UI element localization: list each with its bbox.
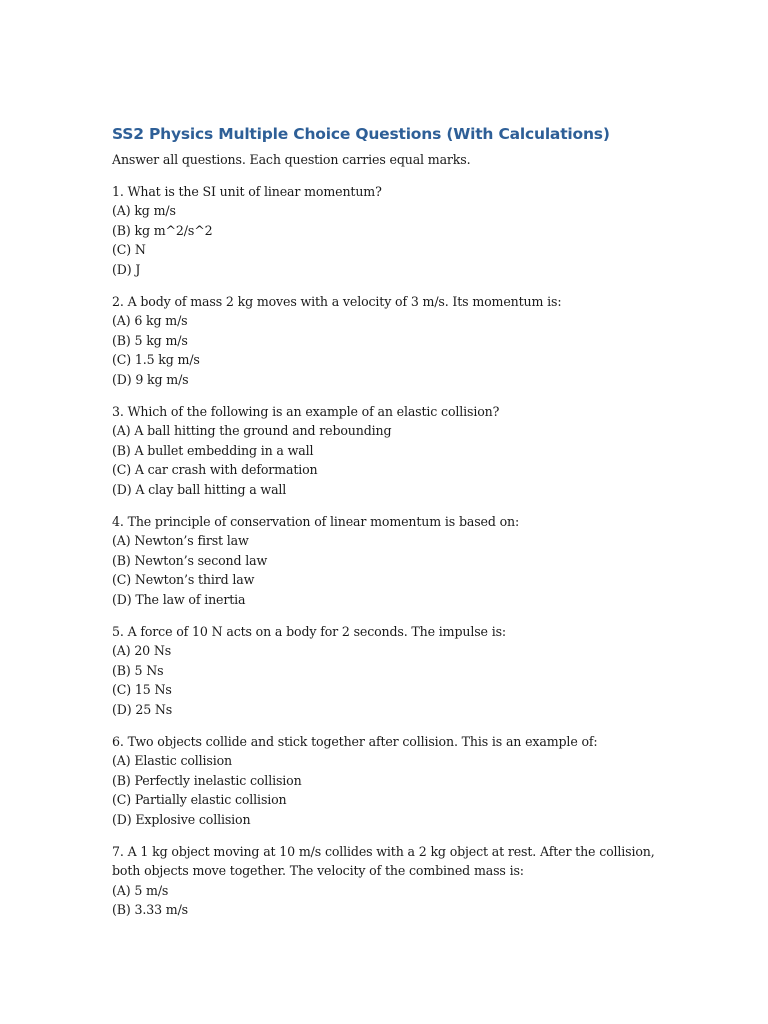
option-b: (B) Newton’s second law xyxy=(112,552,268,568)
question-4 xyxy=(112,512,672,610)
instructions-text: Answer all questions. Each question carries equal marks. xyxy=(112,152,471,167)
option-a: (A) 6 kg m/s xyxy=(112,313,188,328)
option-d: (D) 9 kg m/s xyxy=(112,371,189,387)
option-c: (C) 15 Ns xyxy=(112,682,172,697)
option-a: (A) A ball hitting the ground and rebounding xyxy=(112,423,392,438)
option-c: (C) 1.5 kg m/s xyxy=(112,352,200,367)
question-text: 7. A 1 kg object moving at 10 m/s collides with a 2 kg object at rest. After the collision, both objects move together. The velocity of the combined mass is: xyxy=(112,843,655,878)
option-b: (B) 3.33 m/s xyxy=(112,902,188,917)
option-a: (A) 5 m/s xyxy=(112,882,169,898)
option-a: (A) kg m/s xyxy=(112,203,176,218)
question-text: 6. Two objects collide and stick together after collision. This is an example of: xyxy=(112,733,598,749)
question-text: 4. The principle of conservation of linear momentum is based on: xyxy=(112,513,520,529)
option-d: (D) The law of inertia xyxy=(112,591,246,607)
option-c: (C) Newton’s third law xyxy=(112,572,255,587)
question-text: 3. Which of the following is an example of an elastic collision? xyxy=(112,403,500,419)
option-b: (B) Perfectly inelastic collision xyxy=(112,772,302,788)
option-d: (D) Explosive collision xyxy=(112,811,251,827)
option-a: (A) Elastic collision xyxy=(112,753,233,768)
question-2 xyxy=(112,292,672,390)
question-7 xyxy=(112,842,672,920)
option-b: (B) 5 Ns xyxy=(112,662,164,678)
document-page xyxy=(112,124,672,932)
option-a: (A) 20 Ns xyxy=(112,643,172,658)
question-1 xyxy=(112,182,672,280)
question-text: 2. A body of mass 2 kg moves with a velocity of 3 m/s. Its momentum is: xyxy=(112,293,562,309)
option-d: (D) A clay ball hitting a wall xyxy=(112,481,287,497)
option-c: (C) Partially elastic collision xyxy=(112,792,287,807)
option-a: (A) Newton’s first law xyxy=(112,533,249,548)
option-d: (D) 25 Ns xyxy=(112,701,173,717)
document-title: SS2 Physics Multiple Choice Questions (With Calculations) xyxy=(112,125,610,143)
option-d: (D) J xyxy=(112,261,141,277)
question-3 xyxy=(112,402,672,500)
option-c: (C) N xyxy=(112,242,146,257)
question-text: 1. What is the SI unit of linear momentum? xyxy=(112,183,382,199)
question-5 xyxy=(112,622,672,720)
option-b: (B) 5 kg m/s xyxy=(112,332,188,348)
option-b: (B) A bullet embedding in a wall xyxy=(112,442,314,458)
question-6 xyxy=(112,732,672,830)
question-text: 5. A force of 10 N acts on a body for 2 seconds. The impulse is: xyxy=(112,623,506,639)
option-c: (C) A car crash with deformation xyxy=(112,462,318,477)
option-b: (B) kg m^2/s^2 xyxy=(112,222,213,238)
